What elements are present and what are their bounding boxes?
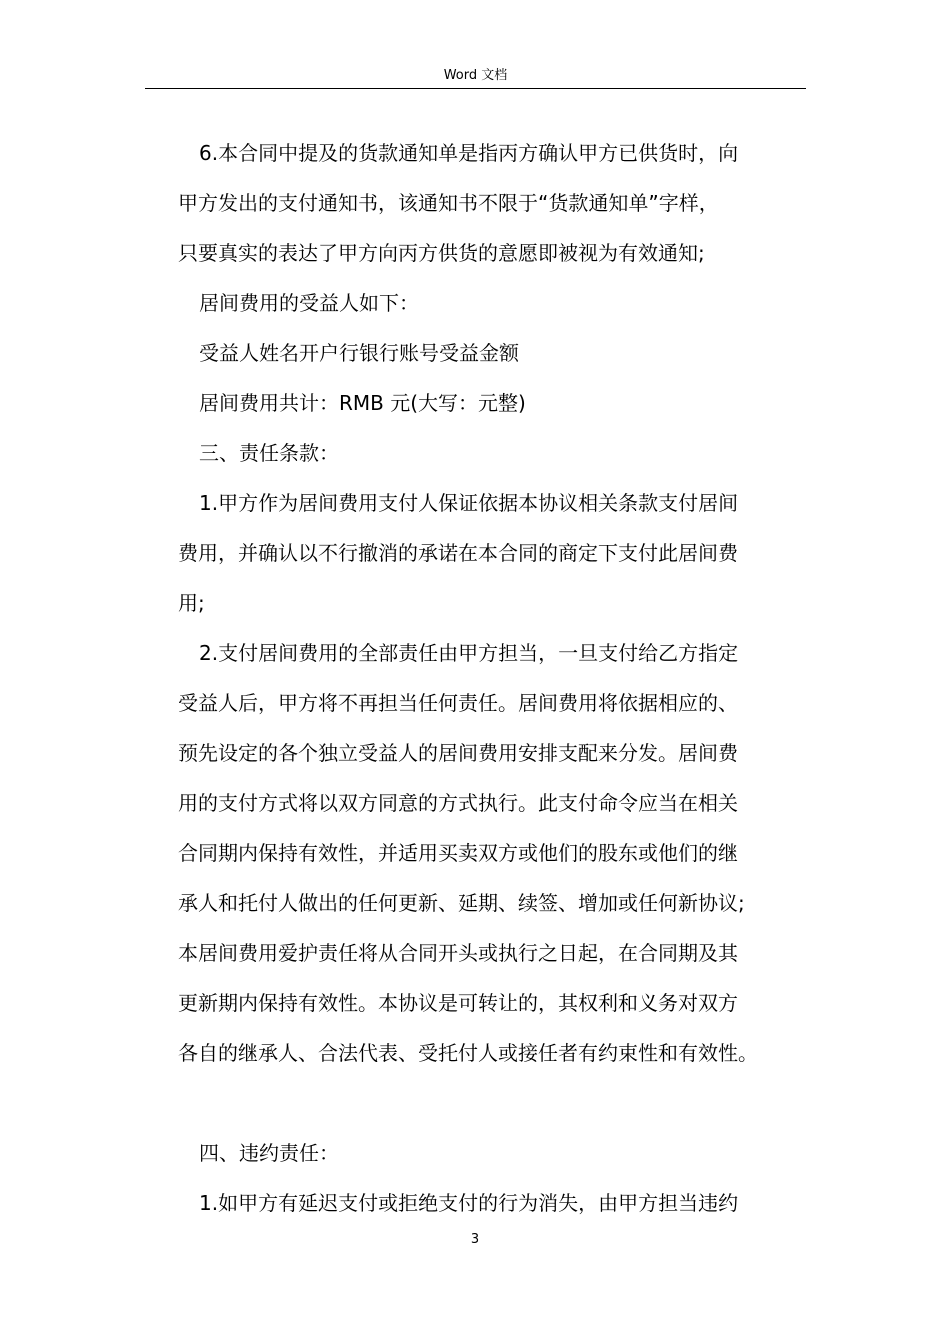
paragraph-line: 甲方发出的支付通知书，该通知书不限于“货款通知单”字样， — [178, 191, 719, 215]
paragraph-line: 6.本合同中提及的货款通知单是指丙方确认甲方已供货时，向 — [199, 141, 739, 165]
paragraph-line: 2.支付居间费用的全部责任由甲方担当，一旦支付给乙方指定 — [199, 641, 739, 665]
paragraph-line: 受益人姓名开户行银行账号受益金额 — [199, 341, 519, 365]
paragraph-line: 1.甲方作为居间费用支付人保证依据本协议相关条款支付居间 — [199, 491, 739, 515]
paragraph-line: 本居间费用爱护责任将从合同开头或执行之日起，在合同期及其 — [178, 941, 738, 965]
page-header — [145, 66, 806, 89]
paragraph-line: 各自的继承人、合法代表、受托付人或接任者有约束性和有效性。 — [178, 1041, 758, 1065]
paragraph-line: 承人和托付人做出的任何更新、延期、续签、增加或任何新协议; — [178, 891, 745, 915]
paragraph-line: 用的支付方式将以双方同意的方式执行。此支付命令应当在相关 — [178, 791, 738, 815]
document-body — [178, 128, 818, 1228]
paragraph-line: 居间费用的受益人如下： — [199, 291, 419, 315]
paragraph-line: 居间费用共计：RMB 元(大写：元整) — [199, 391, 526, 415]
paragraph-line: 1.如甲方有延迟支付或拒绝支付的行为消失，由甲方担当违约 — [199, 1191, 739, 1215]
paragraph-line: 受益人后，甲方将不再担当任何责任。居间费用将依据相应的、 — [178, 691, 738, 715]
paragraph-line: 预先设定的各个独立受益人的居间费用安排支配来分发。居间费 — [178, 741, 738, 765]
blank-line — [178, 1078, 818, 1128]
paragraph-line: 更新期内保持有效性。本协议是可转让的，其权利和义务对双方 — [178, 991, 738, 1015]
paragraph-line: 用; — [178, 591, 205, 615]
paragraph-line: 合同期内保持有效性，并适用买卖双方或他们的股东或他们的继 — [178, 841, 738, 865]
paragraph-line: 费用，并确认以不行撤消的承诺在本合同的商定下支付此居间费 — [178, 541, 738, 565]
page-footer — [0, 1231, 950, 1249]
header-title: Word 文档 — [443, 68, 508, 83]
paragraph-line: 只要真实的表达了甲方向丙方供货的意愿即被视为有效通知; — [178, 241, 705, 265]
section-heading: 四、违约责任： — [199, 1141, 339, 1165]
page-number: 3 — [470, 1232, 480, 1247]
section-heading: 三、责任条款： — [199, 441, 339, 465]
